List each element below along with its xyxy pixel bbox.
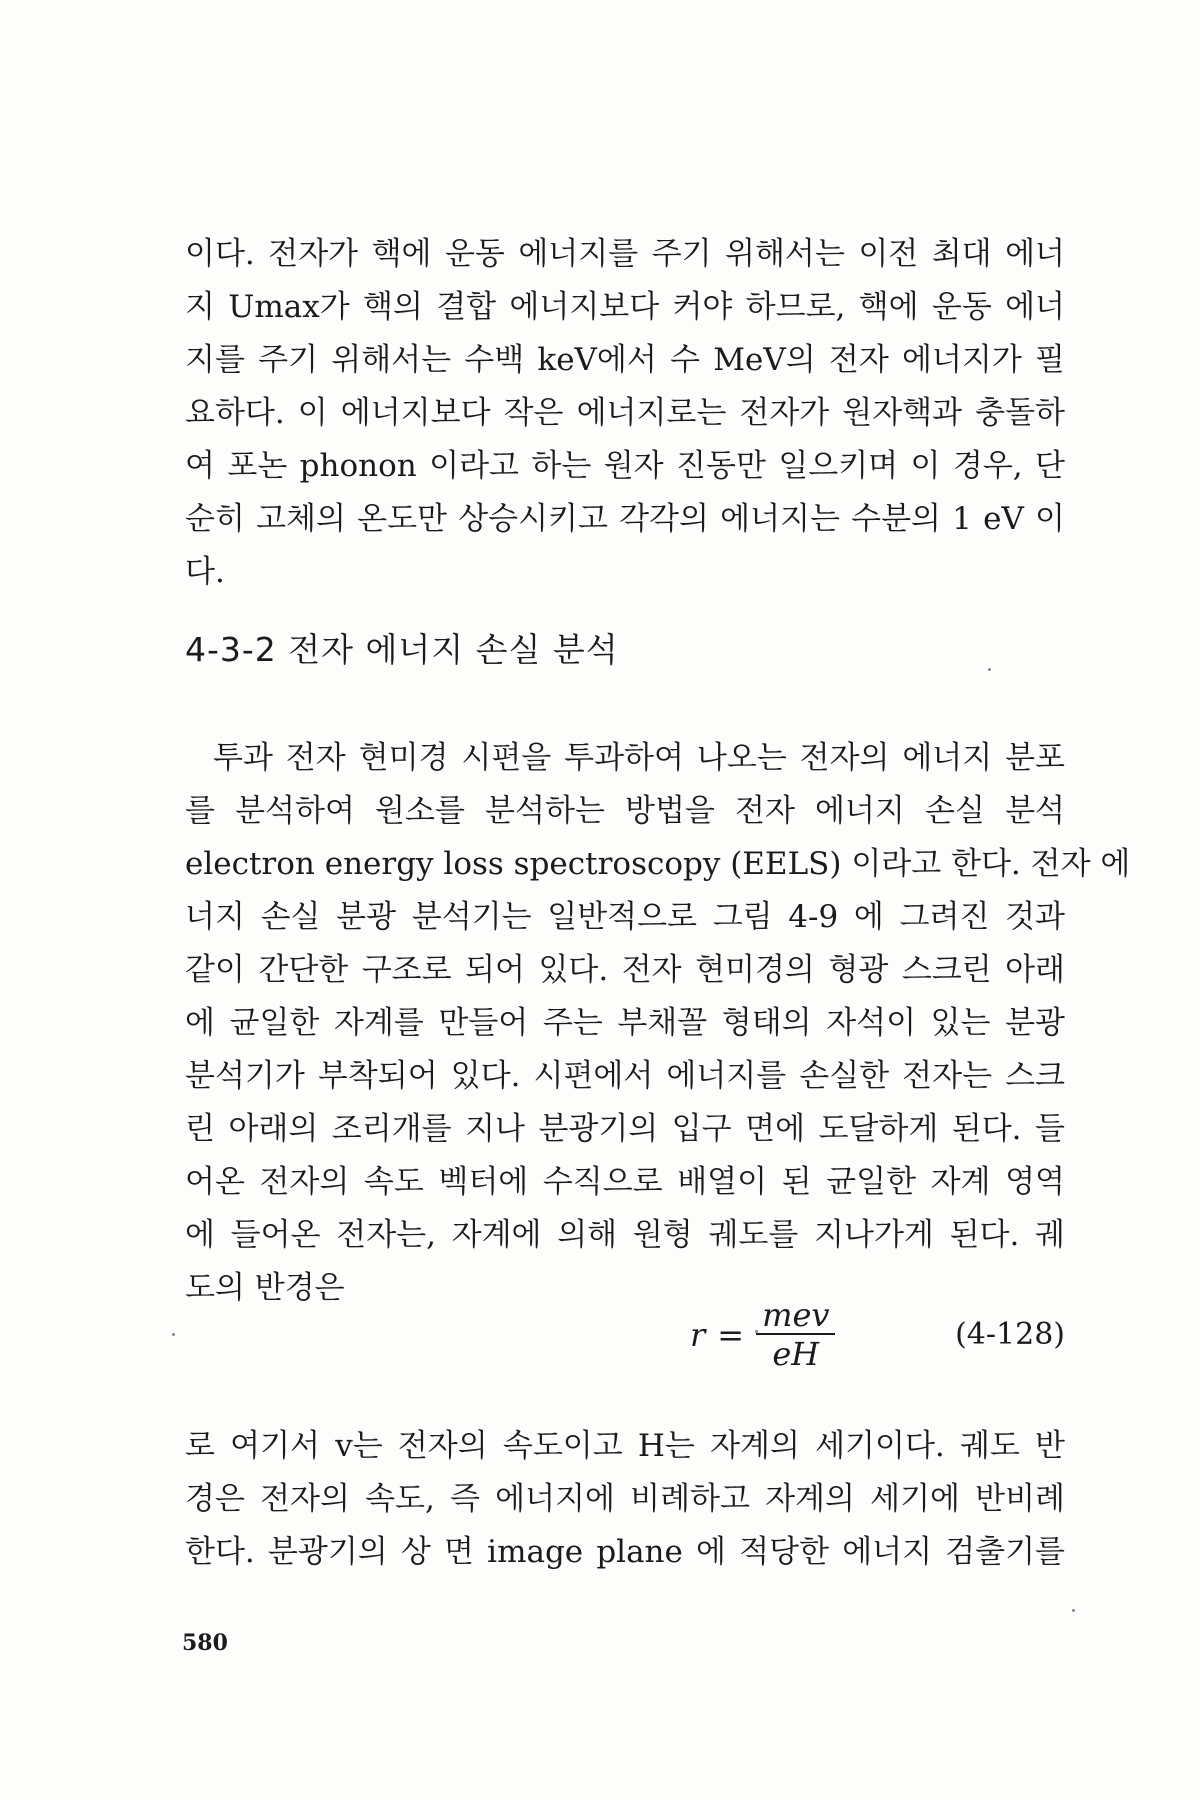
scan-speck	[755, 1330, 758, 1333]
text-line: 분석기가 부착되어 있다. 시편에서 에너지를 손실한 전자는 스크	[185, 1058, 1065, 1094]
text-line: 다.	[185, 554, 225, 590]
text-line: 요하다. 이 에너지보다 작은 에너지로는 전자가 원자핵과 충돌하	[185, 395, 1065, 431]
text-line: electron energy loss spectroscopy (EELS) 이라고 한다. 전자 에	[185, 846, 1131, 882]
page-number: 580	[182, 1630, 228, 1656]
equation-numerator: mev	[756, 1297, 835, 1335]
text-line: 린 아래의 조리개를 지나 분광기의 입구 면에 도달하게 된다. 들	[185, 1111, 1065, 1147]
text-line: 지 Umax가 핵의 결합 에너지보다 커야 하므로, 핵에 운동 에너	[185, 289, 1065, 325]
equation-label: (4-128)	[955, 1317, 1065, 1352]
text-line: 너지 손실 분광 분석기는 일반적으로 그림 4-9 에 그려진 것과	[185, 899, 1065, 935]
equation-fraction	[756, 1297, 835, 1373]
equation-denominator: eH	[772, 1335, 820, 1373]
scan-speck	[988, 668, 991, 671]
text-line: 로 여기서 v는 전자의 속도이고 H는 자계의 세기이다. 궤도 반	[185, 1428, 1065, 1464]
paragraph-1	[185, 228, 1065, 599]
equation-row	[185, 1295, 1065, 1375]
text-line: 한다. 분광기의 상 면 image plane 에 적당한 에너지 검출기를	[185, 1534, 1065, 1570]
equation-equals: =	[717, 1316, 745, 1354]
text-line: 여 포논 phonon 이라고 하는 원자 진동만 일으키며 이 경우, 단	[185, 448, 1065, 484]
text-line: 도의 반경은	[185, 1270, 345, 1306]
paragraph-2	[185, 732, 1131, 1315]
equation	[690, 1295, 835, 1375]
text-line: 에 들어온 전자는, 자계에 의해 원형 궤도를 지나가게 된다. 궤	[185, 1217, 1065, 1253]
text-line: 같이 간단한 구조로 되어 있다. 전자 현미경의 형광 스크린 아래	[185, 952, 1065, 988]
text-line: 경은 전자의 속도, 즉 에너지에 비례하고 자계의 세기에 반비례	[185, 1481, 1065, 1517]
text-line: 투과 전자 현미경 시편을 투과하여 나오는 전자의 에너지 분포	[213, 740, 1065, 776]
paragraph-3	[185, 1420, 1065, 1579]
text-line: 에 균일한 자계를 만들어 주는 부채꼴 형태의 자석이 있는 분광	[185, 1005, 1065, 1041]
text-line: 순히 고체의 온도만 상승시키고 각각의 에너지는 수분의 1 eV 이	[185, 501, 1065, 537]
section-heading: 4-3-2 전자 에너지 손실 분석	[185, 630, 619, 669]
scan-speck	[1072, 1609, 1075, 1612]
text-line: 어온 전자의 속도 벡터에 수직으로 배열이 된 균일한 자계 영역	[185, 1164, 1065, 1200]
text-line: 를 분석하여 원소를 분석하는 방법을 전자 에너지 손실 분석	[185, 793, 1065, 829]
equation-lhs: r	[690, 1316, 706, 1354]
scan-speck	[172, 1333, 175, 1336]
text-line: 이다. 전자가 핵에 운동 에너지를 주기 위해서는 이전 최대 에너	[185, 236, 1065, 272]
text-line: 지를 주기 위해서는 수백 keV에서 수 MeV의 전자 에너지가 필	[185, 342, 1065, 378]
